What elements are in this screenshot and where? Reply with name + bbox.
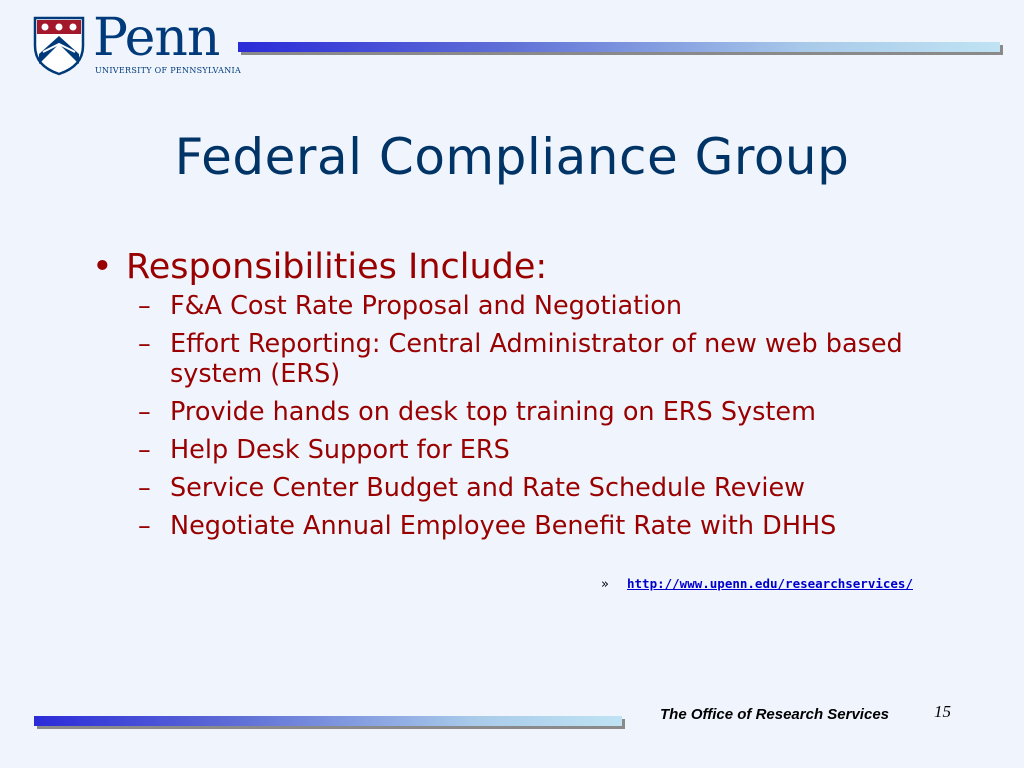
bullet-responsibilities: • Responsibilities Include:	[92, 245, 952, 289]
list-item: – Effort Reporting: Central Administrator of new web based system (ERS)	[134, 329, 952, 389]
list-item: – Negotiate Annual Employee Benefit Rate with DHHS	[134, 511, 952, 541]
footer-office-name: The Office of Research Services	[660, 706, 889, 723]
page-number: 15	[934, 702, 951, 721]
top-decorative-bar	[238, 42, 1000, 52]
penn-wordmark-subtitle: UNIVERSITY OF PENNSYLVANIA	[95, 66, 242, 75]
penn-logo	[33, 8, 242, 80]
list-item: – Service Center Budget and Rate Schedule Review	[134, 473, 952, 503]
bottom-decorative-bar	[34, 716, 622, 726]
penn-wordmark: Penn	[93, 8, 220, 68]
list-item: – Provide hands on desk top training on ERS System	[134, 397, 952, 427]
penn-shield-icon	[33, 16, 85, 76]
slide-title: Federal Compliance Group	[174, 128, 850, 186]
slide-content	[92, 245, 952, 549]
list-item: – F&A Cost Rate Proposal and Negotiation	[134, 291, 952, 321]
link-marker: »	[601, 577, 609, 592]
list-item: – Help Desk Support for ERS	[134, 435, 952, 465]
research-services-link[interactable]: http://www.upenn.edu/researchservices/	[627, 576, 913, 591]
responsibility-list	[134, 291, 952, 541]
research-services-link-line	[601, 576, 913, 592]
